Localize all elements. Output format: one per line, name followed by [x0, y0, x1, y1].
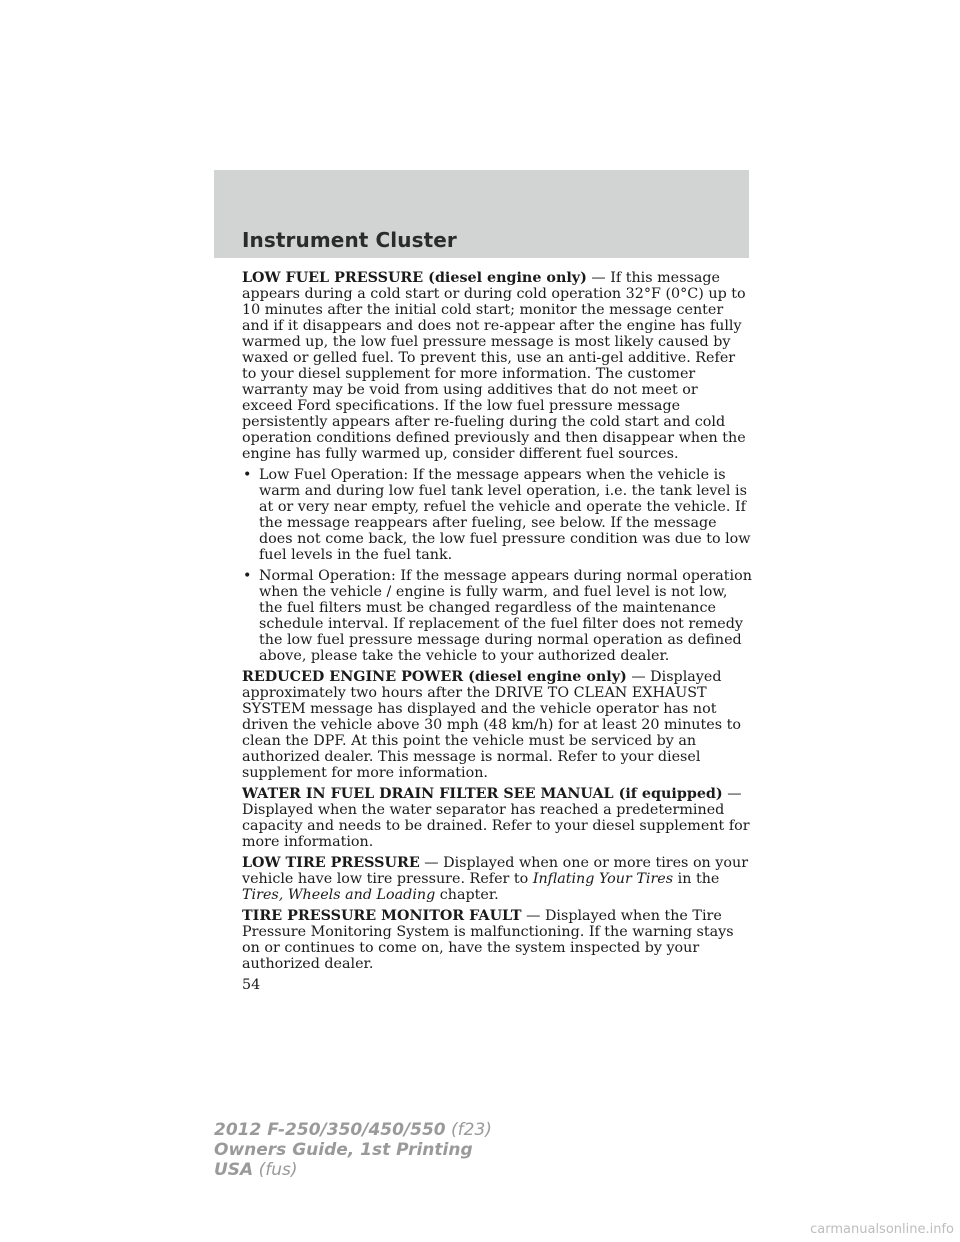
low-tire-body-2: in the [677, 871, 720, 887]
inflating-tires-reference: Inflating Your Tires [532, 871, 674, 887]
tpms-fault-heading: TIRE PRESSURE MONITOR FAULT [242, 908, 522, 924]
list-item [242, 467, 752, 563]
footer-model: 2012 F-250/350/450/550 [214, 1120, 446, 1140]
low-fuel-paragraph [242, 270, 752, 462]
footer [214, 1120, 492, 1180]
low-tire-body: — Displayed when one or more tires on your vehicle have low tire pressure. Refer to [242, 855, 749, 887]
section-title: Instrument Cluster [242, 228, 457, 252]
watermark: carmanualsonline.info [810, 1222, 954, 1237]
water-in-fuel-heading: WATER IN FUEL DRAIN FILTER SEE MANUAL (if equipped) [242, 786, 723, 802]
footer-region-code: (fus) [258, 1160, 298, 1180]
page-content [242, 270, 752, 993]
low-tire-heading: LOW TIRE PRESSURE [242, 855, 420, 871]
low-tire-body-3: chapter. [439, 887, 499, 903]
footer-guide: Owners Guide, 1st Printing [214, 1140, 473, 1160]
low-tire-paragraph [242, 855, 752, 903]
bullet-icon: • [243, 568, 252, 584]
low-fuel-heading: LOW FUEL PRESSURE (diesel engine only) [242, 270, 587, 286]
tires-chapter-reference: Tires, Wheels and Loading [242, 887, 436, 903]
water-in-fuel-paragraph [242, 786, 752, 850]
footer-line-2 [214, 1140, 492, 1160]
tpms-fault-body: — Displayed when the Tire Pressure Monitoring System is malfunctioning. If the warning stays on or continues to come on, have the system inspected by your authorized dealer. [242, 908, 734, 972]
footer-region: USA [214, 1160, 254, 1180]
footer-line-3 [214, 1160, 492, 1180]
low-fuel-body: — If this message appears during a cold start or during cold operation 32°F (0°C) up to 10 minutes after the initial cold start; monitor the message center and if it disappears and does not re-appear after the engine has fully warmed up, the low fuel pressure message is most likely caused by waxed or gelled fuel. To prevent this, use an anti-gel additive. Refer to your diesel supplement for more information. The customer warranty may be void from using additives that do not meet or exceed Ford specifications. If the low fuel pressure message persistently appears after re-fueling during the cold start and cold operation conditions defined previously and then disappear when the engine has fully warmed up, consider different fuel sources. [242, 270, 746, 462]
footer-model-code: (f23) [451, 1120, 492, 1140]
reduced-power-heading: REDUCED ENGINE POWER (diesel engine only) [242, 669, 627, 685]
footer-line-1 [214, 1120, 492, 1140]
reduced-power-body: — Displayed approximately two hours after the DRIVE TO CLEAN EXHAUST SYSTEM message has displayed and the vehicle operator has not driven the vehicle above 30 mph (48 km/h) for at least 20 minutes to clean the DPF. At this point the vehicle must be serviced by an authorized dealer. This message is normal. Refer to your diesel supplement for more information. [242, 669, 741, 781]
bullet-text: Normal Operation: If the message appears during normal operation when the vehicle / engine is fully warm, and fuel level is not low, the fuel filters must be changed regardless of the maintenance schedule interval. If replacement of the fuel filter does not remedy the low fuel pressure message during normal operation as defined above, please take the vehicle to your authorized dealer. [259, 568, 752, 664]
page-number: 54 [242, 977, 261, 993]
reduced-power-paragraph [242, 669, 752, 781]
water-in-fuel-body: — Displayed when the water separator has reached a predetermined capacity and needs to be drained. Refer to your diesel supplement for more information. [242, 786, 750, 850]
tpms-fault-paragraph [242, 908, 752, 972]
list-item [242, 568, 752, 664]
bullet-icon: • [243, 467, 252, 483]
bullet-text: Low Fuel Operation: If the message appears when the vehicle is warm and during low fuel tank level operation, i.e. the tank level is at or very near empty, refuel the vehicle and operate the vehicle. If the message reappears after fueling, see below. If the message does not come back, the low fuel pressure condition was due to low fuel levels in the fuel tank. [259, 467, 751, 563]
